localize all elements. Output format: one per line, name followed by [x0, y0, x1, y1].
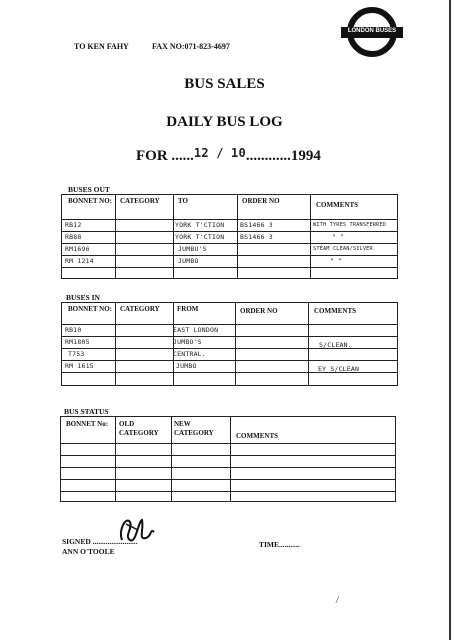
cell-comments: " " — [330, 257, 343, 265]
cell-bonnet: RM 1615 — [65, 362, 94, 370]
cell-bonnet: RB88 — [65, 233, 82, 241]
page-edge — [449, 0, 451, 640]
col-category: CATEGORY — [120, 197, 160, 205]
date-suffix: ............1994 — [245, 148, 321, 164]
bus-status-table — [60, 416, 396, 502]
cell-bonnet: RM1696 — [65, 245, 90, 253]
col-comments: COMMENTS — [316, 201, 358, 209]
cell-order: BS1466 3 — [240, 233, 273, 241]
signatory-name: ANN O'TOOLE — [62, 547, 115, 556]
col-old-category: OLD CATEGORY — [119, 420, 159, 437]
bus-status-heading: BUS STATUS — [64, 407, 109, 416]
page-title: BUS SALES — [184, 76, 265, 92]
cell-comments: S/CLEAN. — [319, 341, 352, 349]
fax-number: FAX NO:071-823-4697 — [152, 42, 230, 51]
cell-from: CENTRAL. — [173, 350, 206, 358]
cell-bonnet: RB12 — [65, 221, 82, 229]
col-comments: COMMENTS — [314, 307, 356, 315]
signed-label: SIGNED ........................ — [62, 537, 138, 546]
buses-in-heading: BUSES IN — [66, 293, 100, 302]
date-prefix: FOR ...... — [136, 148, 194, 164]
col-bonnet: BONNET NO: — [68, 197, 113, 205]
cell-order: BS1466 3 — [240, 221, 273, 229]
time-label: TIME........... — [259, 540, 300, 549]
buses-out-heading: BUSES OUT — [68, 185, 110, 194]
cell-comments: " " — [332, 233, 345, 241]
cell-from: EAST LONDON — [173, 326, 219, 334]
cell-comments: EY S/CLEAN — [318, 365, 360, 373]
buses-in-table — [61, 302, 398, 386]
col-bonnet: BONNET NO: — [68, 305, 113, 313]
cell-from: JUMBO — [176, 362, 197, 370]
cell-bonnet: RM 1214 — [65, 257, 94, 265]
col-from: FROM — [177, 305, 199, 313]
col-to: TO — [178, 197, 188, 205]
cell-bonnet: RM1805 — [65, 338, 90, 346]
col-order-no: ORDER NO — [240, 307, 278, 315]
cell-to: JUMBU'S — [178, 245, 207, 253]
cell-to: JUMBO — [178, 257, 199, 265]
cell-to: YORK T'CTION — [175, 221, 225, 229]
cell-bonnet: RB10 — [65, 326, 82, 334]
date-line — [136, 148, 321, 165]
cell-comments: WITH TYRES TRANSFERRED — [313, 222, 387, 228]
page-subtitle: DAILY BUS LOG — [166, 114, 283, 130]
col-new-category: NEW CATEGORY — [174, 420, 214, 437]
cell-bonnet: T753 — [68, 350, 85, 358]
buses-out-table — [61, 194, 398, 279]
fax-recipient: TO KEN FAHY — [74, 42, 129, 51]
cell-to: YORK T'CTION — [175, 233, 225, 241]
col-order-no: ORDER NO — [242, 197, 280, 205]
col-category: CATEGORY — [120, 305, 160, 313]
london-buses-logo — [339, 4, 405, 60]
page-mark: / — [336, 595, 339, 605]
cell-comments: STEAM CLEAN/SILVER — [313, 246, 373, 252]
handwritten-date: 12 / 10 — [193, 146, 246, 160]
logo-text: LONDON BUSES — [347, 28, 397, 34]
col-bonnet: BONNET No: — [66, 420, 109, 428]
cell-from: JUMBO'S — [173, 338, 202, 346]
col-comments: COMMENTS — [236, 432, 278, 440]
